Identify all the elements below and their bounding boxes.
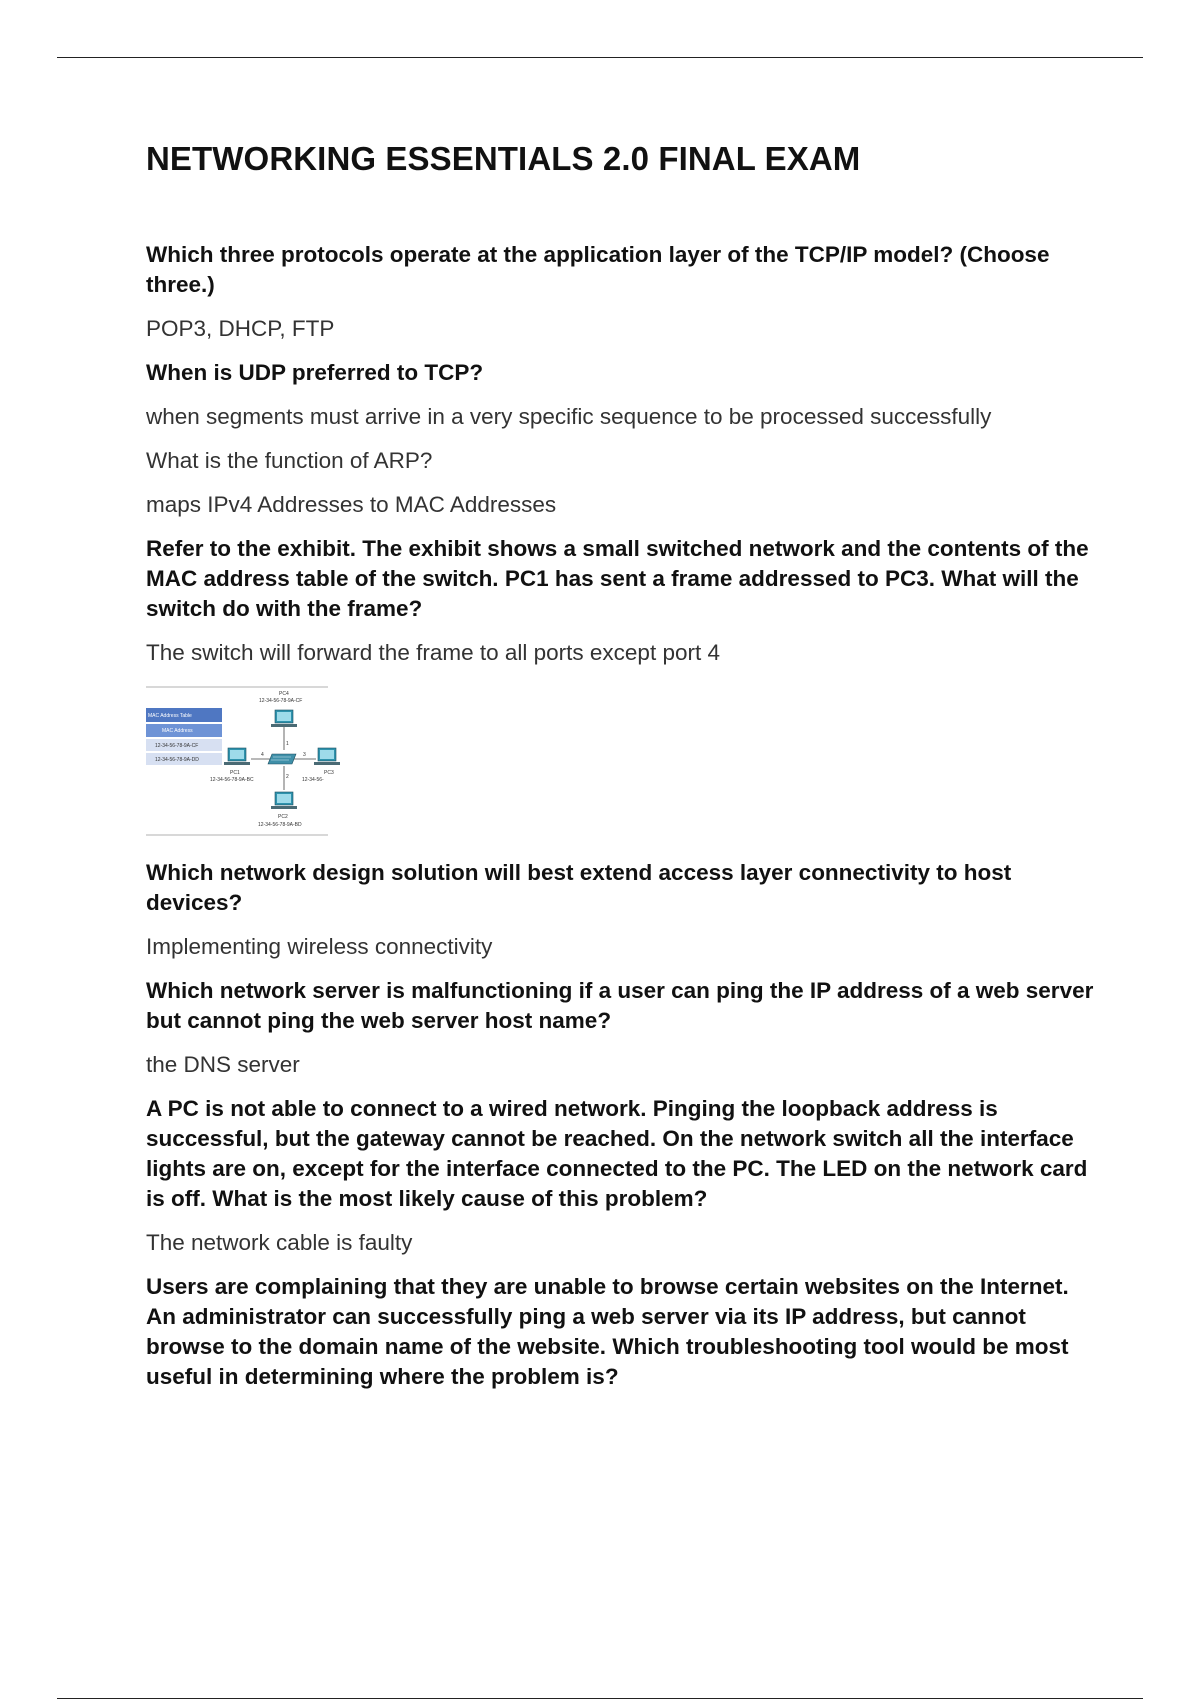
pc3-computer-icon <box>314 748 340 765</box>
pc4-label: PC4 <box>279 691 289 697</box>
answer-6: the DNS server <box>146 1052 300 1077</box>
port-label: 3 <box>303 752 306 758</box>
pc2-computer-icon <box>271 792 297 809</box>
mac-table-row: 12-34-56-78-9A-CF <box>155 743 199 749</box>
answer-7: The network cable is faulty <box>146 1230 413 1255</box>
mac-table-row: 12-34-56-78-9A-DD <box>155 757 199 763</box>
pc2-label: PC2 <box>278 814 288 820</box>
footer-rule <box>57 1698 1143 1699</box>
port-label: 4 <box>261 752 264 758</box>
answer-2: when segments must arrive in a very specific sequence to be processed successfully <box>146 404 992 429</box>
mac-table-title: MAC Address Table <box>148 713 192 719</box>
question-5: Which network design solution will best extend access layer connectivity to host devices? <box>146 860 1012 915</box>
header-rule <box>57 57 1143 58</box>
mac-address-table <box>146 708 222 765</box>
pc3-mac: 12-34-56- <box>302 777 324 783</box>
answer-5: Implementing wireless connectivity <box>146 934 493 959</box>
pc1-computer-icon <box>224 748 250 765</box>
question-7: A PC is not able to connect to a wired network. Pinging the loopback address is successful, but the gateway cannot be reached. On the network switch all the interface lights are on, except for the interface connected to the PC. The LED on the network card is off. What is the most likely cause of this problem? <box>146 1096 1088 1211</box>
pc1-label: PC1 <box>230 770 240 776</box>
answer-4: The switch will forward the frame to all ports except port 4 <box>146 640 720 665</box>
question-4: Refer to the exhibit. The exhibit shows a small switched network and the contents of the MAC address table of the switch. PC1 has sent a frame addressed to PC3. What will the switch do with the frame? <box>146 536 1089 621</box>
question-2: When is UDP preferred to TCP? <box>146 360 484 385</box>
switch-icon <box>268 754 296 764</box>
answer-3: maps IPv4 Addresses to MAC Addresses <box>146 492 557 517</box>
port-label: 1 <box>286 741 289 747</box>
document-body <box>146 140 1096 1406</box>
port-label: 2 <box>286 774 289 780</box>
network-exhibit-figure <box>146 686 334 836</box>
question-3: What is the function of ARP? <box>146 448 433 473</box>
question-8: Users are complaining that they are unable to browse certain websites on the Internet. An administrator can successfully ping a web server via its IP address, but cannot browse to the domain name of the website. Which troubleshooting tool would be most useful in determining where the problem is? <box>146 1274 1069 1389</box>
pc3-label: PC3 <box>324 770 334 776</box>
pc2-mac: 12-34-56-78-9A-BD <box>258 822 302 828</box>
answer-1: POP3, DHCP, FTP <box>146 316 335 341</box>
document-title: NETWORKING ESSENTIALS 2.0 FINAL EXAM <box>146 140 861 177</box>
question-6: Which network server is malfunctioning if a user can ping the IP address of a web server but cannot ping the web server host name? <box>146 978 1094 1033</box>
pc4-mac: 12-34-56-78-9A-CF <box>259 698 303 704</box>
pc1-mac: 12-34-56-78-9A-BC <box>210 777 254 783</box>
pc4-computer-icon <box>271 710 297 727</box>
question-1: Which three protocols operate at the application layer of the TCP/IP model? (Choose three.) <box>146 242 1050 297</box>
mac-table-header: MAC Address <box>162 728 193 734</box>
